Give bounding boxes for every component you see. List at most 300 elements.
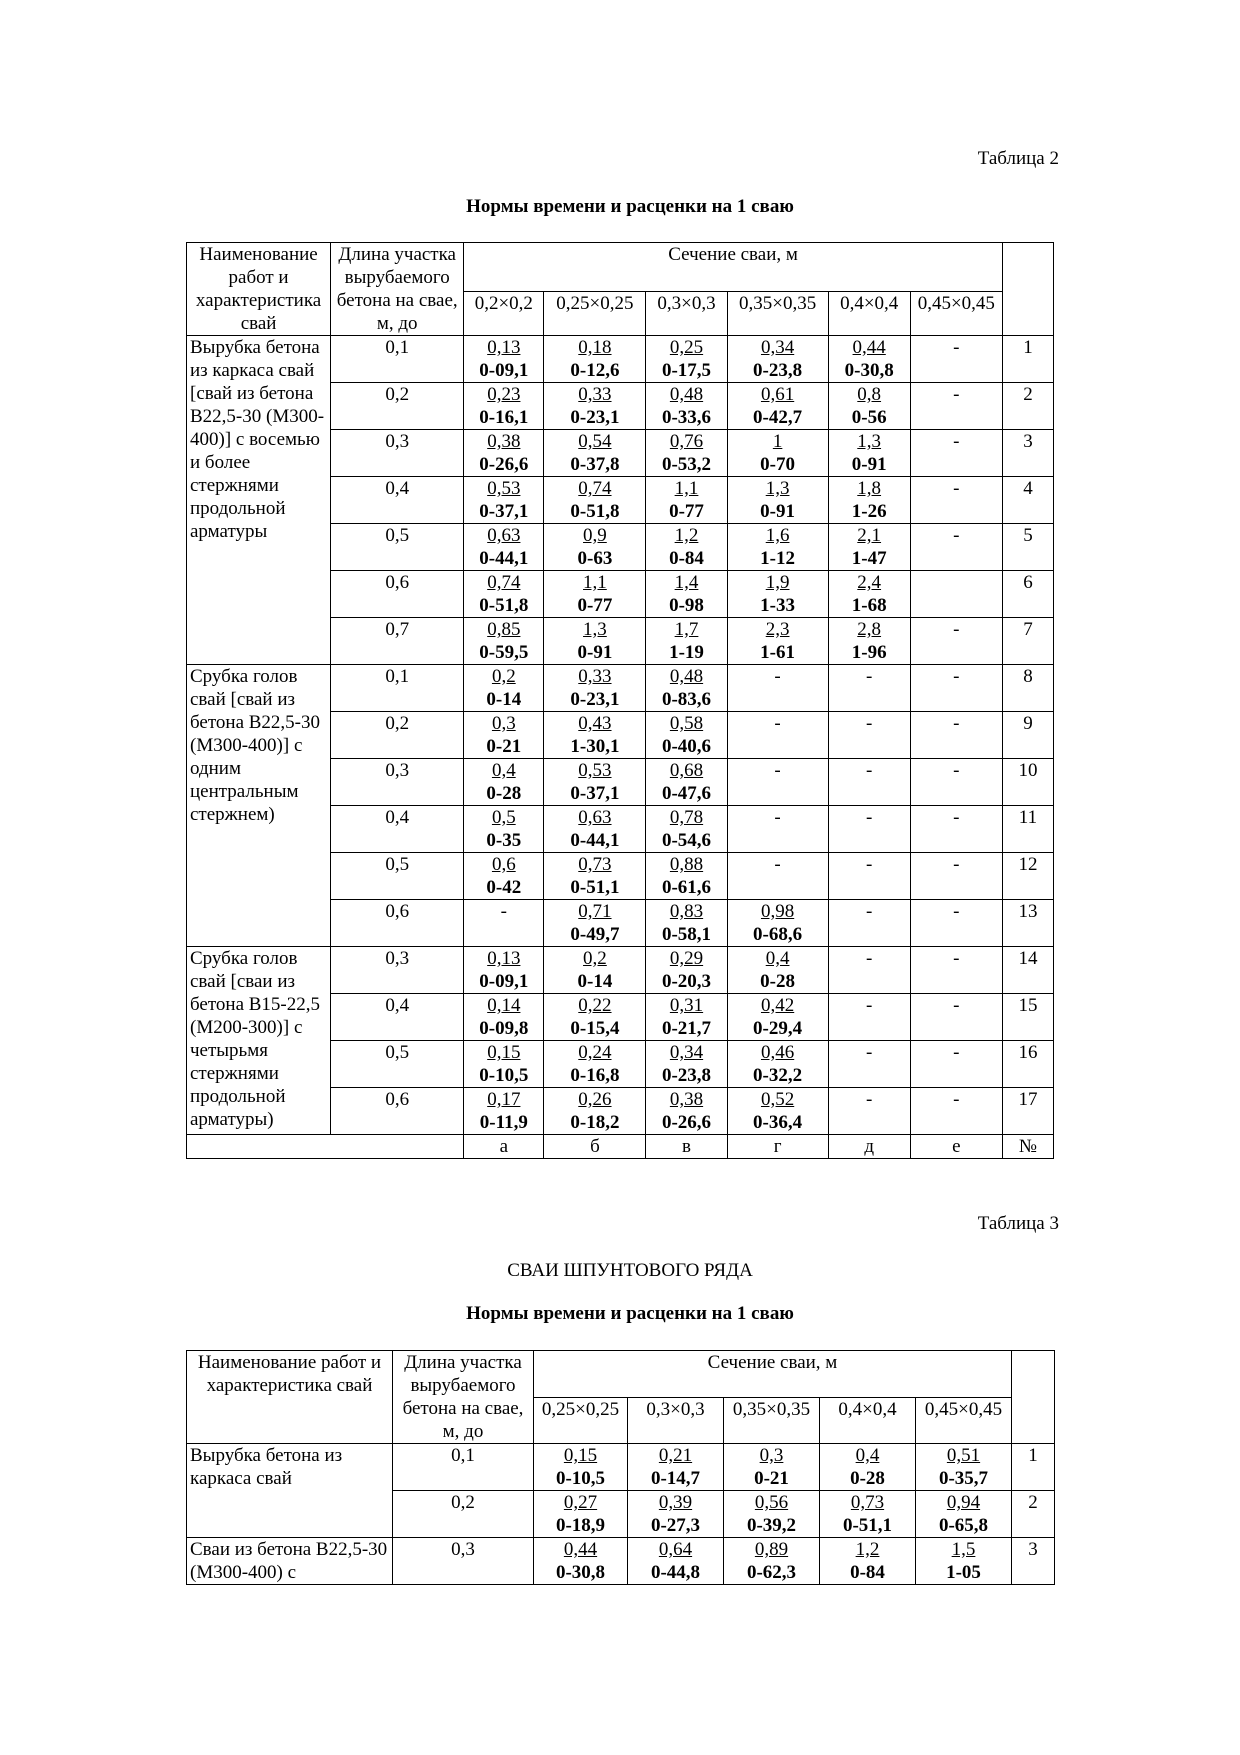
table3-header-section: Сечение сваи, м: [534, 1351, 1012, 1398]
norm-cell: [828, 665, 910, 712]
norm-time: 1,1: [583, 572, 607, 593]
norm-cell: [544, 477, 646, 524]
norm-time: 0,98: [760, 901, 795, 922]
rate-value: 0-42,7: [753, 407, 803, 428]
row-number: 10: [1002, 759, 1053, 806]
norm-cell: [727, 524, 828, 571]
rate-value: 0-23,1: [570, 407, 620, 428]
norm-time: 0,54: [578, 431, 612, 452]
row-number: 14: [1002, 947, 1053, 994]
length-cell: 0,6: [331, 900, 464, 947]
length-cell: 0,5: [331, 1041, 464, 1088]
table2: [186, 242, 1054, 1159]
table2-label: Таблица 2: [977, 148, 1059, 169]
norm-time: 0,56: [754, 1492, 789, 1513]
rate-value: 0-91: [851, 454, 887, 475]
rate-value: 0-68,6: [753, 924, 803, 945]
norm-cell: [910, 712, 1002, 759]
section-size-header: 0,25×0,25: [534, 1398, 628, 1444]
norm-time: 0,29: [669, 948, 704, 969]
table-row: [187, 947, 1054, 994]
table2-header-length: Длина участка вырубаемого бетона на свае, м, до: [331, 243, 464, 336]
norm-time: -: [774, 713, 781, 734]
norm-time: -: [866, 995, 873, 1016]
norm-cell: [628, 1444, 724, 1491]
rate-value: 0-35,7: [938, 1468, 989, 1489]
norm-time: -: [953, 901, 960, 922]
norm-time: 0,48: [669, 666, 704, 687]
length-cell: 0,3: [393, 1538, 534, 1585]
row-number: 7: [1002, 618, 1053, 665]
norm-time: -: [866, 1089, 873, 1110]
norm-time: 0,52: [760, 1089, 795, 1110]
norm-time: 0,5: [491, 807, 516, 828]
norm-time: -: [953, 854, 960, 875]
norm-time: 1,3: [857, 431, 882, 452]
rate-value: 0-56: [851, 407, 887, 428]
norm-cell: [534, 1538, 628, 1585]
norm-cell: [646, 477, 727, 524]
rate-value: 0-30,8: [844, 360, 894, 381]
norm-cell: [646, 383, 727, 430]
rate-value: 0-12,6: [570, 360, 620, 381]
rate-value: 1-96: [851, 642, 887, 663]
norm-cell: [820, 1491, 916, 1538]
rate-value: 0-63: [577, 548, 613, 569]
norm-cell: [646, 1088, 727, 1135]
norm-cell: [646, 759, 727, 806]
norm-time: -: [953, 431, 960, 452]
norm-cell: [820, 1538, 916, 1585]
table-row: [187, 665, 1054, 712]
norm-time: 0,73: [850, 1492, 885, 1513]
rate-value: 0-09,1: [479, 360, 529, 381]
rate-value: 0-44,8: [650, 1562, 701, 1583]
length-cell: 0,4: [331, 994, 464, 1041]
length-cell: 0,2: [331, 383, 464, 430]
norm-cell: [828, 1041, 910, 1088]
rate-value: 0-49,7: [570, 924, 620, 945]
norm-time: 0,8: [857, 384, 882, 405]
table2-header-number: [1002, 243, 1053, 336]
norm-cell: [910, 665, 1002, 712]
norm-cell: [828, 947, 910, 994]
norm-time: 0,34: [669, 1042, 704, 1063]
norm-time: 0,31: [669, 995, 704, 1016]
norm-time: 0,13: [487, 948, 521, 969]
norm-time: -: [953, 384, 960, 405]
row-number: 17: [1002, 1088, 1053, 1135]
norm-time: 1,9: [765, 572, 790, 593]
section-size-header: 0,3×0,3: [646, 292, 727, 336]
norm-cell: [544, 618, 646, 665]
norm-cell: [544, 1088, 646, 1135]
norm-time: -: [500, 901, 507, 922]
norm-cell: [544, 806, 646, 853]
norm-time: -: [953, 713, 960, 734]
rate-value: 0-32,2: [753, 1065, 803, 1086]
norm-cell: [464, 618, 544, 665]
norm-cell: [727, 994, 828, 1041]
rate-value: 0-18,2: [570, 1112, 620, 1133]
table3-header-length: Длина участка вырубаемого бетона на свае, м, до: [393, 1351, 534, 1444]
norm-time: 2,4: [857, 572, 882, 593]
norm-time: 0,53: [487, 478, 521, 499]
row-number: 4: [1002, 477, 1053, 524]
norm-cell: [910, 571, 1002, 618]
rate-value: 0-23,1: [570, 689, 620, 710]
rate-value: 0-28: [486, 783, 522, 804]
norm-time: -: [774, 854, 781, 875]
norm-cell: [544, 900, 646, 947]
rate-value: 0-44,1: [570, 830, 620, 851]
norm-time: -: [953, 1089, 960, 1110]
norm-cell: [544, 524, 646, 571]
norm-cell: [464, 571, 544, 618]
norm-time: 0,51: [946, 1445, 981, 1466]
rate-value: 0-51,8: [570, 501, 620, 522]
column-letter: г: [727, 1135, 828, 1159]
row-number: 3: [1002, 430, 1053, 477]
norm-time: -: [866, 760, 873, 781]
rate-value: 0-37,8: [570, 454, 620, 475]
rate-value: 0-53,2: [661, 454, 712, 475]
rate-value: 0-59,5: [479, 642, 529, 663]
rate-value: 0-10,5: [479, 1065, 529, 1086]
norm-cell: [464, 383, 544, 430]
norm-time: 0,89: [754, 1539, 789, 1560]
norm-time: 0,6: [491, 854, 516, 875]
row-number: 9: [1002, 712, 1053, 759]
norm-cell: [534, 1491, 628, 1538]
norm-cell: [727, 571, 828, 618]
norm-cell: [727, 900, 828, 947]
footer-blank: [187, 1135, 464, 1159]
section-size-header: 0,3×0,3: [628, 1398, 724, 1444]
rate-value: 0-26,6: [661, 1112, 712, 1133]
norm-cell: [646, 947, 727, 994]
table3-header-name: Наименование работ и характеристика свай: [187, 1351, 393, 1444]
rate-value: 1-33: [760, 595, 795, 616]
norm-cell: [544, 665, 646, 712]
norm-time: 0,21: [658, 1445, 693, 1466]
work-description: Вырубка бетона из каркаса свай: [187, 1444, 393, 1538]
norm-cell: [727, 477, 828, 524]
rate-value: 0-30,8: [555, 1562, 606, 1583]
norm-time: 0,76: [669, 431, 704, 452]
rate-value: 1-26: [851, 501, 887, 522]
norm-cell: [464, 947, 544, 994]
norm-cell: [464, 665, 544, 712]
row-number: 1: [1002, 336, 1053, 383]
norm-time: 1,7: [674, 619, 699, 640]
norm-cell: [910, 477, 1002, 524]
norm-time: 1,3: [765, 478, 790, 499]
rate-value: 0-14,7: [650, 1468, 701, 1489]
norm-time: -: [774, 760, 781, 781]
norm-time: 0,94: [946, 1492, 981, 1513]
section-size-header: 0,2×0,2: [464, 292, 544, 336]
norm-cell: [910, 336, 1002, 383]
norm-time: 0,71: [578, 901, 612, 922]
rate-value: 0-36,4: [753, 1112, 803, 1133]
rate-value: 0-28: [760, 971, 795, 992]
norm-time: 0,24: [578, 1042, 612, 1063]
norm-cell: [916, 1538, 1012, 1585]
norm-cell: [727, 947, 828, 994]
norm-cell: [464, 900, 544, 947]
rate-value: 0-16,1: [479, 407, 529, 428]
norm-cell: [727, 618, 828, 665]
norm-cell: [628, 1538, 724, 1585]
rate-value: 0-26,6: [479, 454, 529, 475]
norm-cell: [727, 665, 828, 712]
rate-value: 0-17,5: [661, 360, 712, 381]
norm-cell: [464, 1041, 544, 1088]
norm-cell: [544, 853, 646, 900]
norm-cell: [646, 571, 727, 618]
table-row: [187, 1444, 1055, 1491]
norm-cell: [464, 712, 544, 759]
norm-time: 0,74: [578, 478, 612, 499]
length-cell: 0,5: [331, 524, 464, 571]
rate-value: 0-40,6: [661, 736, 712, 757]
work-description: Вырубка бетона из каркаса свай [свай из бетона В22,5-30 (М300-400)] с восемью и более стержнями продольной арматуры: [187, 336, 331, 665]
rate-value: 0-65,8: [938, 1515, 989, 1536]
rate-value: 0-21: [486, 736, 522, 757]
rate-value: 0-14: [486, 689, 522, 710]
norm-cell: [828, 430, 910, 477]
norm-cell: [910, 524, 1002, 571]
table2-header-name: Наименование работ и характеристика свай: [187, 243, 331, 336]
column-letter: в: [646, 1135, 727, 1159]
norm-cell: [910, 383, 1002, 430]
norm-time: 0,68: [669, 760, 704, 781]
norm-time: 0,23: [487, 384, 521, 405]
norm-time: 0,4: [491, 760, 516, 781]
rate-value: 0-58,1: [661, 924, 712, 945]
norm-time: 0,88: [669, 854, 704, 875]
rate-value: 0-39,2: [746, 1515, 797, 1536]
norm-time: 0,15: [487, 1042, 521, 1063]
rate-value: 0-15,4: [570, 1018, 620, 1039]
norm-cell: [534, 1444, 628, 1491]
norm-cell: [916, 1491, 1012, 1538]
norm-time: -: [953, 995, 960, 1016]
norm-cell: [544, 1041, 646, 1088]
table3: [186, 1350, 1055, 1585]
length-cell: 0,6: [331, 571, 464, 618]
length-cell: 0,1: [393, 1444, 534, 1491]
rate-value: 0-51,1: [842, 1515, 893, 1536]
rate-value: 0-98: [669, 595, 704, 616]
norm-time: 0,33: [578, 384, 612, 405]
rate-value: 0-27,3: [650, 1515, 701, 1536]
work-description: Срубка голов свай [сваи из бетона В15-22,5 (М200-300)] с четырьмя стержнями продольной арматуры): [187, 947, 331, 1135]
rate-value: 0-91: [577, 642, 613, 663]
norm-time: 0,63: [578, 807, 612, 828]
norm-cell: [464, 477, 544, 524]
norm-time: 0,39: [658, 1492, 693, 1513]
norm-time: 0,3: [491, 713, 516, 734]
norm-cell: [646, 524, 727, 571]
row-number: 2: [1002, 383, 1053, 430]
norm-cell: [646, 806, 727, 853]
norm-cell: [727, 1041, 828, 1088]
row-number: 11: [1002, 806, 1053, 853]
norm-time: 0,2: [583, 948, 607, 969]
row-number: 8: [1002, 665, 1053, 712]
rate-value: 0-37,1: [570, 783, 620, 804]
norm-time: -: [953, 760, 960, 781]
section-size-header: 0,45×0,45: [916, 1398, 1012, 1444]
row-number: 12: [1002, 853, 1053, 900]
norm-time: -: [953, 948, 960, 969]
norm-time: 0,42: [760, 995, 795, 1016]
norm-time: -: [953, 525, 960, 546]
norm-cell: [544, 994, 646, 1041]
rate-value: 0-18,9: [555, 1515, 606, 1536]
norm-cell: [628, 1491, 724, 1538]
norm-cell: [828, 571, 910, 618]
norm-time: 0,15: [563, 1445, 598, 1466]
rate-value: 0-84: [669, 548, 704, 569]
norm-cell: [464, 336, 544, 383]
table3-heading: СВАИ ШПУНТОВОГО РЯДА: [507, 1260, 753, 1281]
norm-cell: [544, 430, 646, 477]
rate-value: 0-51,1: [570, 877, 620, 898]
norm-cell: [727, 430, 828, 477]
norm-time: 0,48: [669, 384, 704, 405]
norm-cell: [464, 853, 544, 900]
norm-cell: [910, 947, 1002, 994]
norm-time: 0,61: [760, 384, 795, 405]
norm-time: -: [866, 948, 873, 969]
rate-value: 0-21: [754, 1468, 789, 1489]
row-number: 3: [1012, 1538, 1055, 1585]
rate-value: 0-77: [577, 595, 613, 616]
rate-value: 1-12: [760, 548, 795, 569]
norm-cell: [910, 1088, 1002, 1135]
rate-value: 0-83,6: [661, 689, 712, 710]
norm-cell: [646, 712, 727, 759]
norm-cell: [646, 618, 727, 665]
norm-time: -: [953, 337, 960, 358]
norm-cell: [646, 1041, 727, 1088]
norm-cell: [727, 806, 828, 853]
norm-cell: [910, 994, 1002, 1041]
rate-value: 0-11,9: [479, 1112, 528, 1133]
norm-time: 0,85: [487, 619, 521, 640]
norm-time: -: [866, 666, 873, 687]
length-cell: 0,1: [331, 665, 464, 712]
norm-cell: [828, 806, 910, 853]
column-letter: б: [544, 1135, 646, 1159]
length-cell: 0,6: [331, 1088, 464, 1135]
norm-time: -: [866, 901, 873, 922]
norm-time: 0,25: [669, 337, 704, 358]
norm-cell: [544, 712, 646, 759]
row-number: 16: [1002, 1041, 1053, 1088]
norm-time: 0,18: [578, 337, 612, 358]
norm-cell: [828, 618, 910, 665]
norm-cell: [828, 900, 910, 947]
norm-time: 2,1: [857, 525, 882, 546]
norm-cell: [727, 712, 828, 759]
column-letter: д: [828, 1135, 910, 1159]
rate-value: 0-37,1: [479, 501, 529, 522]
row-number: 2: [1012, 1491, 1055, 1538]
norm-time: -: [774, 807, 781, 828]
rate-value: 0-20,3: [661, 971, 712, 992]
norm-cell: [828, 477, 910, 524]
section-size-header: 0,45×0,45: [910, 292, 1002, 336]
norm-time: -: [953, 807, 960, 828]
length-cell: 0,7: [331, 618, 464, 665]
norm-cell: [828, 383, 910, 430]
norm-cell: [544, 336, 646, 383]
rate-value: 0-28: [850, 1468, 885, 1489]
norm-cell: [910, 618, 1002, 665]
rate-value: 0-10,5: [555, 1468, 606, 1489]
rate-value: 0-33,6: [661, 407, 712, 428]
norm-cell: [727, 759, 828, 806]
norm-cell: [828, 994, 910, 1041]
rate-value: 0-29,4: [753, 1018, 803, 1039]
rate-value: 0-21,7: [661, 1018, 712, 1039]
norm-cell: [464, 1088, 544, 1135]
norm-time: 0,33: [578, 666, 612, 687]
section-size-header: 0,35×0,35: [727, 292, 828, 336]
norm-time: 0,38: [669, 1089, 704, 1110]
rate-value: 0-44,1: [479, 548, 529, 569]
norm-time: 2,3: [765, 619, 790, 640]
table3-label: Таблица 3: [977, 1213, 1059, 1234]
norm-time: -: [953, 478, 960, 499]
norm-cell: [828, 1088, 910, 1135]
norm-time: 0,46: [760, 1042, 795, 1063]
norm-time: 0,2: [491, 666, 516, 687]
norm-time: 0,14: [487, 995, 521, 1016]
table2-title: Нормы времени и расценки на 1 сваю: [466, 196, 794, 217]
row-number: 13: [1002, 900, 1053, 947]
norm-cell: [724, 1491, 820, 1538]
norm-time: 0,17: [487, 1089, 521, 1110]
length-cell: 0,2: [331, 712, 464, 759]
norm-cell: [464, 430, 544, 477]
norm-cell: [646, 900, 727, 947]
norm-time: 1,5: [951, 1539, 976, 1560]
norm-cell: [727, 336, 828, 383]
length-cell: 0,4: [331, 806, 464, 853]
section-size-header: 0,25×0,25: [544, 292, 646, 336]
section-size-header: 0,35×0,35: [724, 1398, 820, 1444]
row-number: 15: [1002, 994, 1053, 1041]
rate-value: 0-14: [577, 971, 613, 992]
norm-cell: [910, 430, 1002, 477]
norm-cell: [544, 947, 646, 994]
norm-time: 1,2: [674, 525, 699, 546]
work-description: Срубка голов свай [свай из бетона В22,5-30 (М300-400)] с одним центральным стержнем): [187, 665, 331, 947]
norm-time: 0,63: [487, 525, 521, 546]
norm-cell: [910, 900, 1002, 947]
rate-value: 1-30,1: [570, 736, 620, 757]
norm-time: -: [953, 666, 960, 687]
norm-cell: [828, 524, 910, 571]
norm-cell: [646, 853, 727, 900]
rate-value: 0-61,6: [661, 877, 712, 898]
work-description: Сваи из бетона В22,5-30 (М300-400) с: [187, 1538, 393, 1585]
